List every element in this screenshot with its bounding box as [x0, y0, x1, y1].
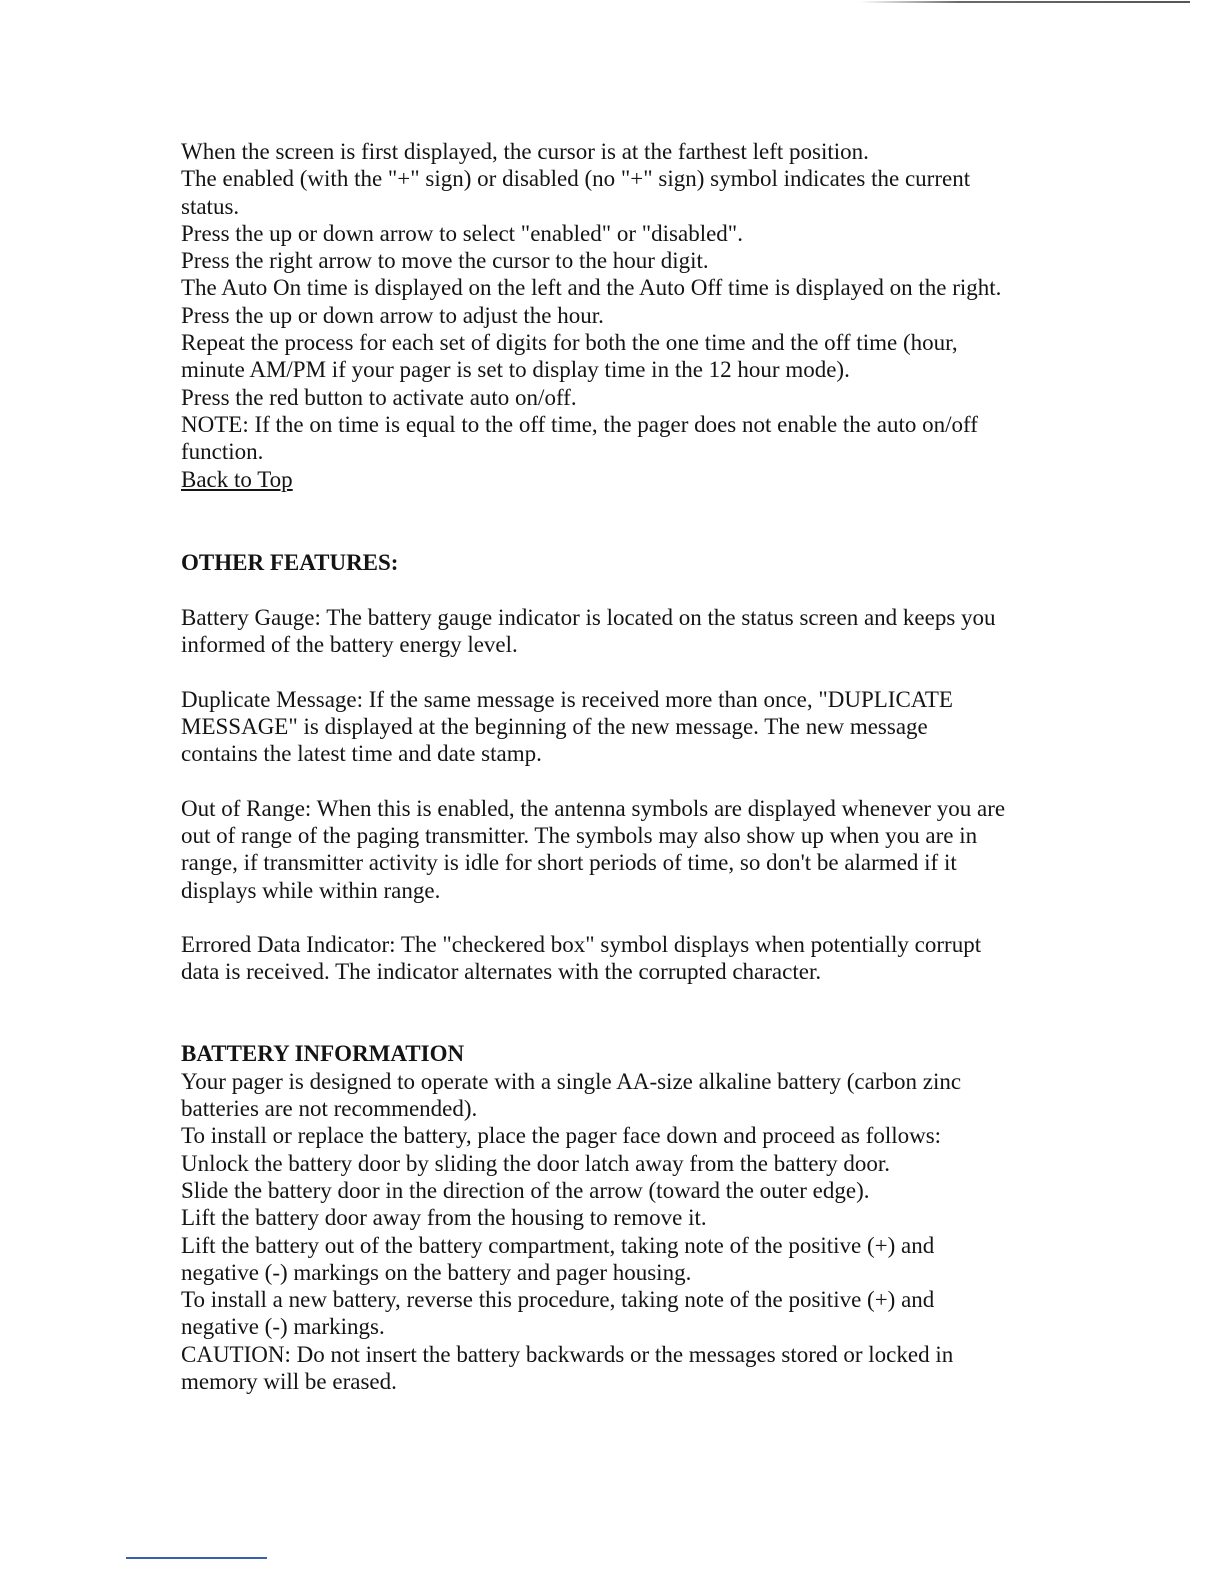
spacer	[181, 493, 1061, 549]
text-line: The Auto On time is displayed on the left and the Auto Off time is displayed on the right.	[181, 275, 1002, 301]
text-line: Press the up or down arrow to adjust the hour.	[181, 302, 604, 328]
text-line: Out of Range: When this is enabled, the antenna symbols are displayed whenever you are	[181, 795, 1006, 821]
text-line: Battery Gauge: The battery gauge indicator is located on the status screen and keeps you	[181, 605, 996, 631]
text-line: displays while within range.	[181, 877, 441, 903]
text-line: function.	[181, 439, 264, 465]
text-line: Errored Data Indicator: The "checkered box" symbol displays when potentially corrupt	[181, 931, 982, 957]
out-of-range-paragraph	[181, 795, 1061, 904]
battery-information-heading: BATTERY INFORMATION	[181, 1041, 465, 1067]
document-body	[181, 138, 1061, 1395]
text-line: contains the latest time and date stamp.	[181, 741, 542, 767]
spacer	[181, 768, 1061, 795]
text-line: The enabled (with the "+" sign) or disabled (no "+" sign) symbol indicates the current	[181, 166, 971, 192]
other-features-section	[181, 549, 1061, 986]
footnote-rule	[126, 1557, 267, 1559]
spacer	[181, 659, 1061, 686]
spacer	[181, 985, 1061, 1040]
other-features-heading: OTHER FEATURES:	[181, 549, 399, 575]
text-line: Unlock the battery door by sliding the door latch away from the battery door.	[181, 1150, 890, 1176]
auto-on-off-instructions	[181, 138, 1061, 466]
spacer	[181, 904, 1061, 931]
text-line: Press the red button to activate auto on/off.	[181, 384, 577, 410]
back-to-top-link[interactable]: Back to Top	[181, 466, 293, 492]
text-line: To install or replace the battery, place the pager face down and proceed as follows:	[181, 1123, 942, 1149]
battery-information-section	[181, 1040, 1061, 1395]
text-line: minute AM/PM if your pager is set to display time in the 12 hour mode).	[181, 357, 850, 383]
spacer	[181, 576, 1061, 604]
battery-gauge-paragraph	[181, 604, 1061, 659]
text-line: MESSAGE" is displayed at the beginning of the new message. The new message	[181, 714, 928, 740]
text-line: To install a new battery, reverse this procedure, taking note of the positive (+) and	[181, 1287, 935, 1313]
errored-data-paragraph	[181, 931, 1061, 986]
text-line: data is received. The indicator alternates with the corrupted character.	[181, 959, 822, 985]
text-line: out of range of the paging transmitter. The symbols may also show up when you are in	[181, 822, 978, 848]
text-line: Lift the battery door away from the housing to remove it.	[181, 1205, 707, 1231]
text-line: informed of the battery energy level.	[181, 632, 518, 658]
text-line: CAUTION: Do not insert the battery backwards or the messages stored or locked in	[181, 1341, 954, 1367]
text-line: Press the right arrow to move the cursor to the hour digit.	[181, 248, 709, 274]
text-line: batteries are not recommended).	[181, 1096, 478, 1122]
text-line: Lift the battery out of the battery compartment, taking note of the positive (+) and	[181, 1232, 935, 1258]
text-line: When the screen is first displayed, the cursor is at the farthest left position.	[181, 139, 869, 164]
text-line: Your pager is designed to operate with a single AA-size alkaline battery (carbon zinc	[181, 1068, 962, 1094]
text-line: Press the up or down arrow to select "enabled" or "disabled".	[181, 220, 743, 246]
text-line: status.	[181, 193, 240, 219]
text-line: memory will be erased.	[181, 1368, 397, 1394]
text-line: NOTE: If the on time is equal to the off time, the pager does not enable the auto on/off	[181, 411, 978, 437]
text-line: Slide the battery door in the direction of the arrow (toward the outer edge).	[181, 1177, 870, 1203]
text-line: Repeat the process for each set of digits for both the one time and the off time (hour,	[181, 330, 958, 356]
text-line: Duplicate Message: If the same message is received more than once, "DUPLICATE	[181, 686, 953, 712]
scan-artifact-top-line	[860, 1, 1190, 3]
text-line: negative (-) markings.	[181, 1314, 385, 1340]
text-line: negative (-) markings on the battery and pager housing.	[181, 1259, 692, 1285]
duplicate-message-paragraph	[181, 686, 1061, 768]
text-line: range, if transmitter activity is idle for short periods of time, so don't be alarmed if it	[181, 850, 957, 876]
